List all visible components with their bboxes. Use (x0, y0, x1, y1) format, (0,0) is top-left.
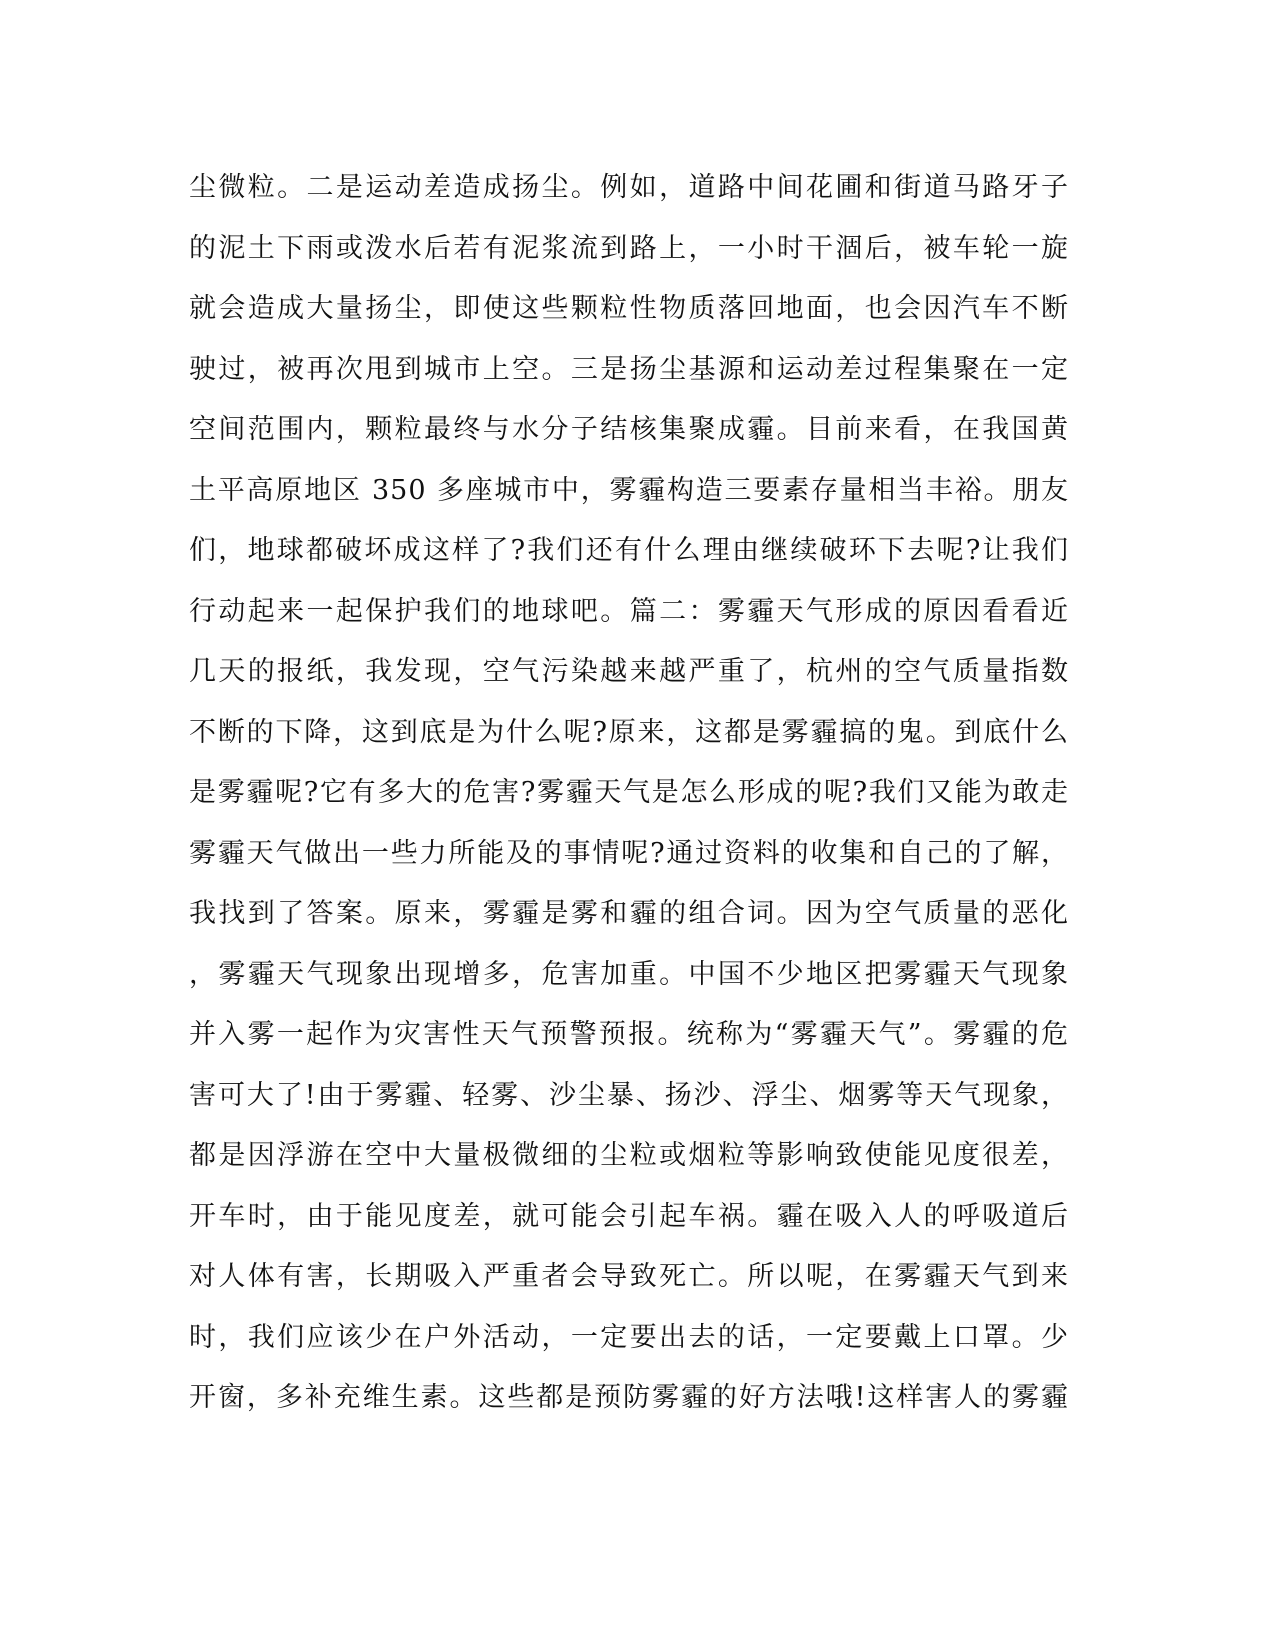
text-line: 不断的下降，这到底是为什么呢?原来，这都是雾霾搞的鬼。到底什么 (189, 716, 1069, 748)
text-line: 几天的报纸，我发现，空气污染越来越严重了，杭州的空气质量指数 (189, 656, 1069, 687)
text-line: 对人体有害，长期吸入严重者会导致死亡。所以呢，在雾霾天气到来 (189, 1261, 1069, 1292)
text-line: 我找到了答案。原来，雾霾是雾和霾的组合词。因为空气质量的恶化 (189, 898, 1069, 929)
text-line: 害可大了!由于雾霾、轻雾、沙尘暴、扬沙、浮尘、烟雾等天气现象， (189, 1079, 1069, 1111)
text-line: 行动起来一起保护我们的地球吧。篇二：雾霾天气形成的原因看看近 (189, 595, 1069, 627)
text-line: 开车时，由于能见度差，就可能会引起车祸。霾在吸入人的呼吸道后 (189, 1200, 1069, 1232)
text-line: 尘微粒。二是运动差造成扬尘。例如，道路中间花圃和街道马路牙子 (189, 172, 1069, 203)
text-line: 驶过，被再次甩到城市上空。三是扬尘基源和运动差过程集聚在一定 (189, 353, 1069, 385)
text-line: 开窗，多补充维生素。这些都是预防雾霾的好方法哦!这样害人的雾霾 (189, 1382, 1069, 1413)
text-line: 并入雾一起作为灾害性天气预警预报。统称为“雾霾天气”。雾霾的危 (189, 1019, 1069, 1050)
text-line: 就会造成大量扬尘，即使这些颗粒性物质落回地面，也会因汽车不断 (189, 293, 1069, 324)
body-text (189, 158, 1069, 1429)
text-line: 空间范围内，颗粒最终与水分子结核集聚成霾。目前来看，在我国黄 (189, 414, 1069, 445)
text-line: 们，地球都破坏成这样了?我们还有什么理由继续破环下去呢?让我们 (189, 535, 1069, 566)
text-line: 时，我们应该少在户外活动，一定要出去的话，一定要戴上口罩。少 (189, 1321, 1069, 1353)
text-line: 雾霾天气做出一些力所能及的事情呢?通过资料的收集和自己的了解， (189, 837, 1069, 869)
text-line: ，雾霾天气现象出现增多，危害加重。中国不少地区把雾霾天气现象 (189, 958, 1069, 990)
text-line: 土平高原地区 350 多座城市中，雾霾构造三要素存量相当丰裕。朋友 (189, 474, 1069, 506)
text-line: 是雾霾呢?它有多大的危害?雾霾天气是怎么形成的呢?我们又能为敢走 (189, 777, 1069, 808)
text-line: 的泥土下雨或泼水后若有泥浆流到路上，一小时干涸后，被车轮一旋 (189, 232, 1069, 264)
text-line: 都是因浮游在空中大量极微细的尘粒或烟粒等影响致使能见度很差， (189, 1140, 1069, 1171)
